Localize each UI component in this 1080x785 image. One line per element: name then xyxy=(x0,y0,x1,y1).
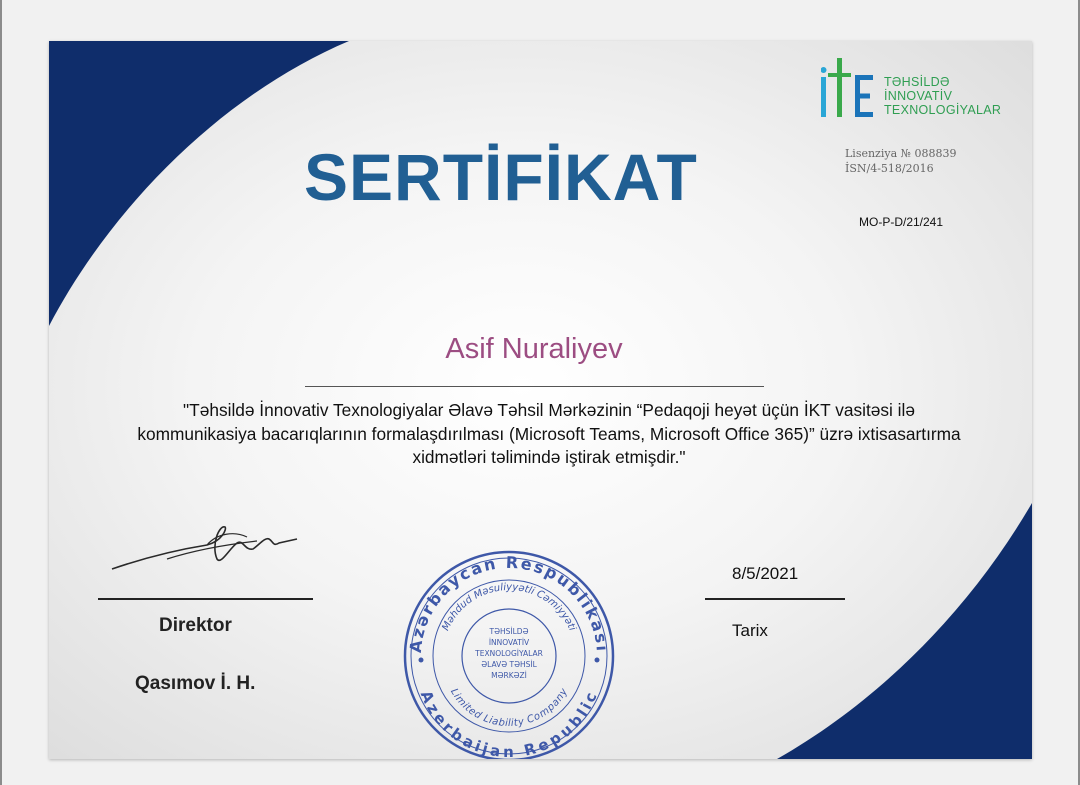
date-line xyxy=(705,598,845,600)
certificate xyxy=(49,41,1032,762)
ite-logo xyxy=(821,55,1021,135)
logo-line-2: İNNOVATİV xyxy=(884,89,953,103)
date-label: Tarix xyxy=(732,621,768,640)
seal-center-line-3: TEXNOLOGİYALAR xyxy=(475,649,543,658)
svg-text:Məhdud Məsuliyyətli Cəmiyyəti xyxy=(440,582,577,633)
company-seal xyxy=(399,546,619,762)
svg-text:Limited Liability Company xyxy=(448,686,571,729)
seal-center-line-2: İNNOVATİV xyxy=(488,638,530,647)
seal-center-line-1: TƏHSİLDƏ xyxy=(489,627,529,636)
seal-inner-bottom-text: Limited Liability Company xyxy=(447,687,571,730)
license-number: Lisenziya № 088839 xyxy=(845,147,957,160)
seal-center-line-5: MƏRKƏZİ xyxy=(491,671,527,680)
seal-outer-top-text: Azərbaycan Respublikası xyxy=(405,552,612,654)
seal-outer-bottom-text: Azerbaijan Republic xyxy=(416,688,602,762)
logo-line-1: TƏHSİLDƏ xyxy=(884,75,950,89)
left-frame-border xyxy=(0,0,2,785)
recipient-name: Asif Nuraliyev xyxy=(445,333,623,365)
ite-logo-mark xyxy=(821,55,883,135)
bottom-right-navy-swoosh xyxy=(777,503,1032,759)
license-info xyxy=(845,146,985,176)
director-name: Qasımov İ. H. xyxy=(135,673,256,694)
document-number: MO-P-D/21/241 xyxy=(859,215,944,229)
seal-center-line-4: ƏLAVƏ TƏHSİL xyxy=(481,660,537,669)
director-signature xyxy=(107,519,307,579)
certificate-title: SERTİFİKAT xyxy=(304,140,698,214)
director-signature-line xyxy=(98,598,313,600)
director-label: Direktor xyxy=(159,615,232,636)
certificate-body: "Təhsildə İnnovativ Texnologiyalar Əlavə Təhsil Mərkəzinin “Pedaqoji heyət üçün İKT vasitəsi ilə kommunikasiya bacarıqlarının formalaşdırılması (Microsoft Teams, Microsoft Office 365)” üzrə ixtisasartırma xidmətləri təlimində iştirak etmişdir." xyxy=(137,400,961,467)
license-isn: İSN/4-518/2016 xyxy=(845,162,934,175)
recipient-underline xyxy=(305,386,764,387)
logo-wordmark xyxy=(884,75,1001,117)
logo-line-3: TEXNOLOGİYALAR xyxy=(884,103,1002,117)
issue-date: 8/5/2021 xyxy=(732,564,799,583)
seal-inner-top-text: Məhdud Məsuliyyətli Cəmiyyəti xyxy=(440,581,578,633)
